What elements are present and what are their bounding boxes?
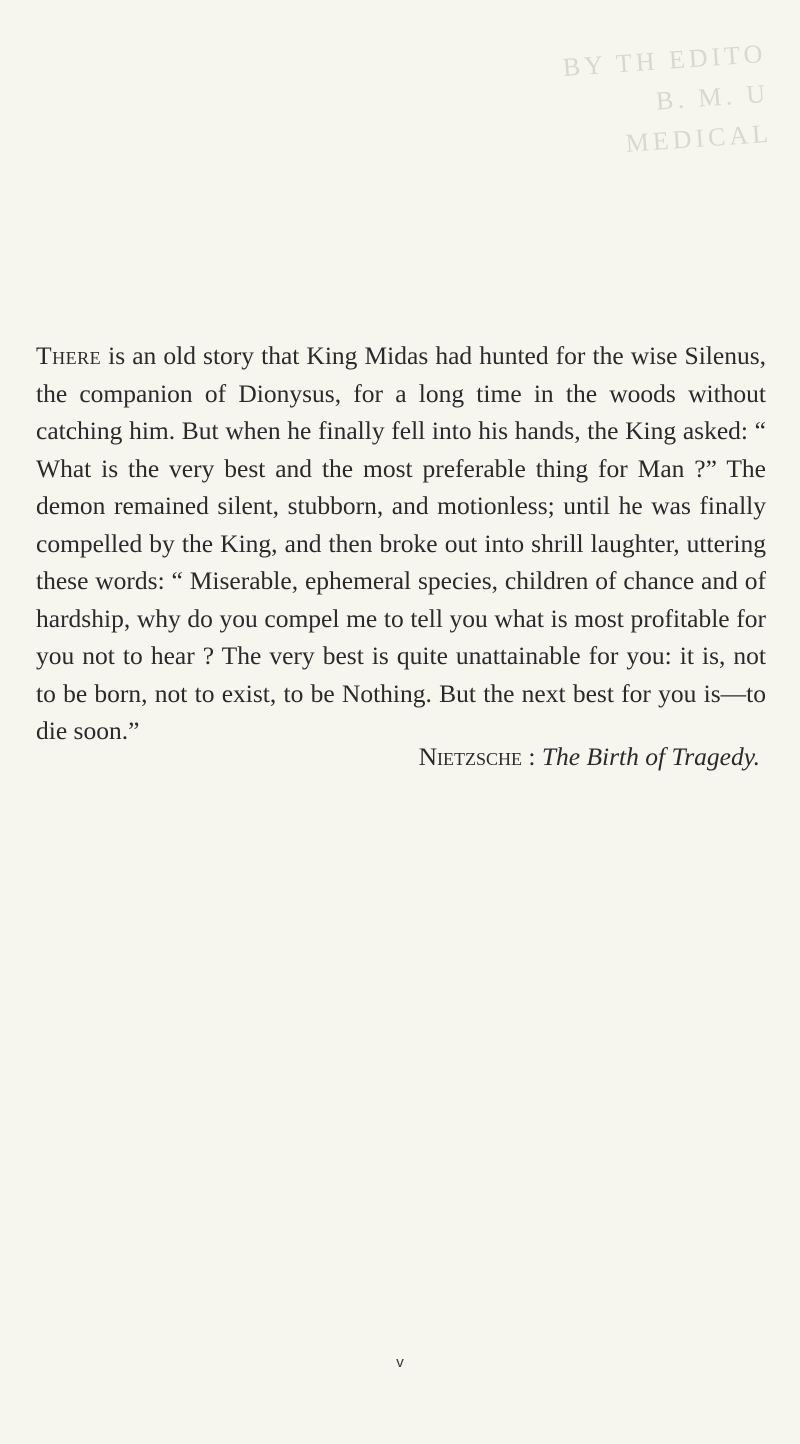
page-number: v: [396, 1354, 404, 1371]
epigraph-lead-word: There: [36, 341, 102, 370]
epigraph-body: is an old story that King Midas had hunted for the wise Silenus, the companion of Dionysus, for a long time in the woods without catching him. But when he finally fell into his hands, the King asked: “ What is the very best and the most preferable thing for Man ?” The demon remained silent, stubborn, and motionless; until he was finally compelled by the King, and then broke out into shrill laughter, uttering these words: “ Miserable, ephemeral species, children of chance and of hardship, why do you compel me to tell you what is most profitable for you not to hear ? The very best is quite unattainable for you: it is, not to be born, not to exist, to be Nothing. But the next best for you is—to die soon.”: [36, 341, 766, 745]
attribution-separator: :: [521, 742, 542, 771]
show-through-stamp: BY TH EDITO B. M. U MEDICAL: [561, 38, 773, 158]
epigraph-attribution: [419, 738, 760, 776]
epigraph-paragraph: [36, 337, 766, 750]
attribution-author: Nietzsche: [418, 742, 522, 771]
attribution-title: The Birth of Tragedy.: [541, 742, 760, 771]
